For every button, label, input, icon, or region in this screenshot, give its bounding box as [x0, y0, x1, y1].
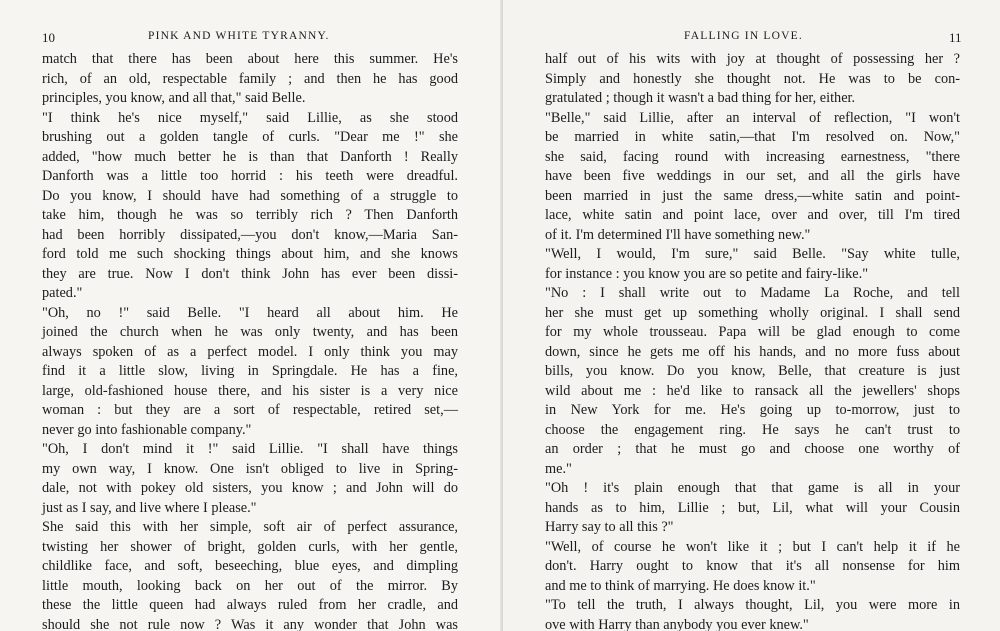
text-line: "No : I shall write out to Madame La Roche, and tell: [545, 285, 960, 301]
text-line: and me to think of marrying. He does know it.": [545, 577, 816, 594]
page-number-left: 10: [42, 30, 55, 45]
text-line: dale, not with pokey old sisters, you know ; and John will do: [42, 480, 458, 496]
text-line: "Well, I would, I'm sure," said Belle. "Say white tulle,: [545, 246, 960, 262]
text-line: gratulated ; though it wasn't a bad thing for her, either.: [545, 90, 856, 106]
text-line: "I think he's nice myself," said Lillie, as she stood: [42, 109, 458, 126]
text-line: pated.": [42, 285, 83, 301]
body-text-left: [42, 50, 458, 631]
text-line: me.": [545, 460, 572, 477]
text-line: "Well, of course he won't like it ; but I can't help it if he: [545, 538, 960, 555]
text-line: for my whole trousseau. Papa will be glad enough to come: [545, 324, 960, 340]
text-line: childlike face, and soft, beseeching, blue eyes, and dimpling: [42, 558, 458, 574]
text-line: rich, of an old, respectable family ; and then he has good: [42, 70, 458, 87]
text-line: they are true. Now I don't think John has ever been dissi-: [42, 265, 458, 282]
text-line: she said, facing round with increasing earnestness, "there: [545, 148, 960, 165]
text-line: had been horribly dissipated,—you don't know,—Maria San-: [42, 226, 458, 243]
text-line: She said this with her simple, soft air of perfect assurance,: [42, 519, 458, 535]
text-line: ford told me such shocking things about him, and she knows: [42, 246, 458, 262]
text-line: ove with Harry than anybody you ever knew.": [545, 616, 809, 631]
text-line: down, since he gets me off his hands, and no more fuss about: [545, 343, 960, 360]
text-line: half out of his wits with joy at thought of possessing her ?: [545, 51, 960, 67]
text-line: have been five weddings in our set, and all the girls have: [545, 168, 960, 184]
text-line: Do you know, I should have had something of a struggle to: [42, 187, 458, 204]
text-line: Simply and honestly she thought not. He was to be con-: [545, 70, 960, 87]
text-line: should she not rule now ? Was it any wonder that John was: [42, 616, 458, 631]
text-line: these the little queen had always ruled from her cradle, and: [42, 597, 458, 613]
running-title-right: FALLING IN LOVE.: [684, 30, 803, 42]
text-line: for instance : you know you are so petite and fairy-like.": [545, 265, 869, 282]
text-line: an order ; that he must go and choose one worthy of: [545, 441, 960, 457]
running-title-left: PINK AND WHITE TYRANNY.: [148, 30, 330, 42]
text-line: little mouth, looking back on her out of the mirror. By: [42, 577, 458, 594]
text-line: twisting her shower of bright, golden curls, with her gentle,: [42, 538, 458, 555]
text-line: bills, you know. Do you know, Belle, that creature is just: [545, 363, 960, 379]
text-line: Danforth was a little too horrid : his teeth were dreadful.: [42, 168, 458, 184]
text-line: find it a little slow, living in Springdale. He has a fine,: [42, 363, 458, 379]
text-line: Harry say to all this ?": [545, 519, 674, 535]
text-line: woman : but they are a sort of respectable, retired set,—: [42, 402, 458, 418]
text-line: "To tell the truth, I always thought, Lil, you were more in: [545, 597, 960, 613]
text-line: "Oh, no !" said Belle. "I heard all about him. He: [42, 304, 458, 321]
text-line: in New York for me. He's going up to-morrow, just to: [545, 402, 960, 418]
text-line: choose the engagement ring. He says he can't trust to: [545, 421, 960, 438]
body-text-right: [545, 50, 960, 631]
text-line: match that there has been about here this summer. He's: [42, 51, 458, 67]
text-line: "Belle," said Lillie, after an interval of reflection, "I won't: [545, 109, 960, 126]
text-line: wild about me : he'd like to ransack all the jewellers' shops: [545, 382, 960, 399]
text-line: my own way, I know. One isn't obliged to live in Spring-: [42, 460, 458, 477]
text-line: just as I say, and live where I please.": [42, 499, 257, 516]
text-line: added, "how much better he is than that Danforth ! Really: [42, 148, 458, 165]
text-line: joined the church when he was only twenty, and has been: [42, 324, 458, 340]
text-line: "Oh ! it's plain enough that that game is all in your: [545, 480, 960, 496]
text-line: always spoken of as a perfect model. I only think you may: [42, 343, 458, 360]
text-line: never go into fashionable company.": [42, 421, 252, 438]
text-line: been married in just the same dress,—white satin and point-: [545, 187, 960, 204]
text-line: hands as to him, Lillie ; but, Lil, what will your Cousin: [545, 499, 960, 516]
text-line: large, old-fashioned house there, and his sister is a very nice: [42, 382, 458, 399]
page-number-right: 11: [949, 30, 962, 45]
text-line: take him, though he was so terribly rich ? Then Danforth: [42, 207, 458, 223]
text-line: lace, white satin and point lace, over and over, till I'm tired: [545, 207, 960, 223]
text-line: brushing out a golden tangle of curls. "Dear me !" she: [42, 129, 458, 145]
text-line: "Oh, I don't mind it !" said Lillie. "I shall have things: [42, 441, 458, 457]
text-line: be married in white satin,—that I'm resolved on. Now,": [545, 129, 960, 145]
text-line: her she must get up something wholly original. I shall send: [545, 304, 960, 321]
text-line: principles, you know, and all that," said Belle.: [42, 90, 306, 106]
text-line: don't. Harry ought to know that it's all nonsense for him: [545, 558, 960, 574]
text-line: of it. I'm determined I'll have something new.": [545, 226, 811, 243]
right-page: [503, 0, 1000, 631]
